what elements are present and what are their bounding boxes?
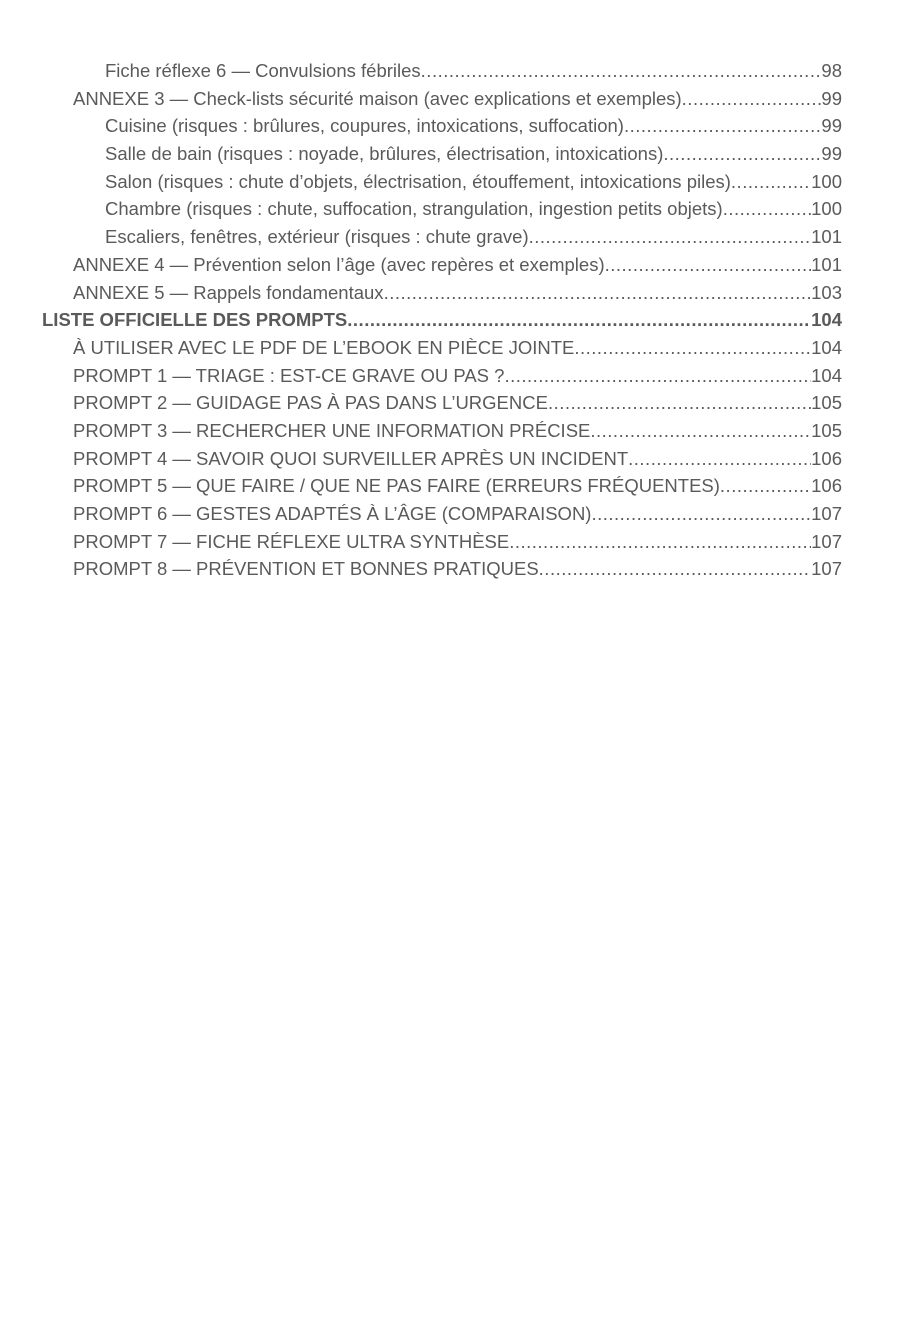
toc-entry-page-number: 107 (811, 558, 842, 580)
dot-leader (421, 57, 822, 85)
toc-entry[interactable] (0, 195, 922, 223)
toc-entry-title: Escaliers, fenêtres, extérieur (risques : chute grave) (105, 226, 529, 248)
toc-entry-line (42, 306, 842, 334)
toc-entry-line (73, 445, 842, 473)
toc-entry-line (105, 168, 842, 196)
toc-entry-title: PROMPT 8 — PRÉVENTION ET BONNES PRATIQUES (73, 558, 539, 580)
dot-leader (509, 528, 811, 556)
toc-entry[interactable] (0, 555, 922, 583)
toc-entry-title: PROMPT 7 — FICHE RÉFLEXE ULTRA SYNTHÈSE (73, 530, 510, 552)
toc-entry[interactable] (0, 279, 922, 307)
toc-entry[interactable] (0, 389, 922, 417)
dot-leader (723, 195, 811, 223)
toc-entry-page-number: 101 (811, 226, 842, 248)
toc-entry-line (73, 417, 842, 445)
toc-entry-title: ANNEXE 4 — Prévention selon l’âge (avec repères et exemples) (73, 253, 605, 275)
toc-entry-title: ANNEXE 3 — Check-lists sécurité maison (avec explications et exemples) (73, 87, 682, 109)
toc-entry[interactable] (0, 85, 922, 113)
dot-leader (731, 168, 811, 196)
toc-entry[interactable] (0, 57, 922, 85)
toc-entry-title: PROMPT 6 — GESTES ADAPTÉS À L’ÂGE (COMPARAISON) (73, 503, 592, 524)
toc-entry-title: PROMPT 2 — GUIDAGE PAS À PAS DANS L’URGENCE (73, 392, 548, 414)
dot-leader (591, 500, 811, 528)
dot-leader (663, 140, 821, 168)
dot-leader (347, 306, 811, 334)
toc-entry-title: À UTILISER AVEC LE PDF DE L’EBOOK EN PIÈCE JOINTE (73, 336, 575, 358)
toc-entry-line (105, 57, 842, 85)
dot-leader (539, 555, 811, 583)
dot-leader (590, 417, 811, 445)
dot-leader (529, 223, 812, 251)
toc-entry-page-number: 104 (811, 309, 842, 331)
toc-entry-title: LISTE OFFICIELLE DES PROMPTS (42, 309, 348, 331)
toc-entry-page-number: 107 (811, 530, 842, 552)
toc-entry[interactable] (0, 223, 922, 251)
toc-entry-title: PROMPT 4 — SAVOIR QUOI SURVEILLER APRÈS UN INCIDENT (73, 447, 629, 469)
toc-entry-line (73, 362, 842, 390)
toc-entry-page-number: 99 (821, 143, 842, 165)
dot-leader (720, 472, 811, 500)
toc-entry-title: PROMPT 1 — TRIAGE : EST-CE GRAVE OU PAS ? (73, 364, 505, 386)
toc-entry-title: Fiche réflexe 6 — Convulsions fébriles (105, 60, 421, 81)
dot-leader (624, 112, 821, 140)
dot-leader (548, 389, 811, 417)
toc-entry[interactable] (0, 500, 922, 528)
dot-leader (504, 362, 811, 390)
toc-entry-page-number: 106 (811, 447, 842, 469)
table-of-contents (0, 57, 922, 583)
dot-leader (682, 85, 822, 113)
toc-entry-line (73, 472, 842, 500)
toc-entry-page-number: 104 (811, 364, 842, 386)
toc-entry-title: Salle de bain (risques : noyade, brûlures, électrisation, intoxications) (105, 143, 664, 165)
toc-entry-line (73, 528, 842, 556)
toc-entry[interactable] (0, 334, 922, 362)
toc-entry-line (105, 195, 842, 223)
toc-entry-line (105, 112, 842, 140)
toc-entry-line (73, 500, 842, 528)
toc-entry-page-number: 106 (811, 475, 842, 497)
toc-entry[interactable] (0, 528, 922, 556)
toc-entry[interactable] (0, 472, 922, 500)
toc-entry-line (73, 389, 842, 417)
dot-leader (605, 251, 812, 279)
toc-entry-line (73, 334, 842, 362)
toc-entry-page-number: 99 (821, 115, 842, 137)
toc-entry-line (73, 555, 842, 583)
toc-entry[interactable] (0, 362, 922, 390)
toc-entry-title: Chambre (risques : chute, suffocation, strangulation, ingestion petits objets) (105, 198, 723, 220)
toc-entry-page-number: 101 (811, 253, 842, 275)
toc-entry-line (73, 279, 842, 307)
toc-entry-title: Cuisine (risques : brûlures, coupures, intoxications, suffocation) (105, 115, 624, 137)
toc-entry-line (105, 223, 842, 251)
dot-leader (574, 334, 811, 362)
toc-entry-page-number: 100 (811, 198, 842, 220)
toc-entry-page-number: 99 (821, 87, 842, 109)
toc-entry-page-number: 105 (811, 392, 842, 414)
toc-entry-title: Salon (risques : chute d’objets, électrisation, étouffement, intoxications piles) (105, 170, 731, 192)
toc-entry-line (105, 140, 842, 168)
toc-entry[interactable] (0, 306, 922, 334)
toc-entry-page-number: 105 (811, 419, 842, 441)
toc-entry-page-number: 104 (811, 336, 842, 358)
toc-entry-page-number: 107 (811, 503, 842, 524)
toc-entry[interactable] (0, 168, 922, 196)
dot-leader (628, 445, 811, 473)
toc-entry-title: ANNEXE 5 — Rappels fondamentaux (73, 281, 384, 303)
toc-entry-line (73, 251, 842, 279)
toc-entry-page-number: 100 (811, 170, 842, 192)
toc-entry[interactable] (0, 417, 922, 445)
toc-entry[interactable] (0, 112, 922, 140)
toc-entry-page-number: 98 (821, 60, 842, 81)
toc-entry-title: PROMPT 3 — RECHERCHER UNE INFORMATION PRÉCISE (73, 419, 591, 441)
toc-entry-line (73, 85, 842, 113)
toc-entry[interactable] (0, 140, 922, 168)
toc-entry[interactable] (0, 445, 922, 473)
toc-entry-title: PROMPT 5 — QUE FAIRE / QUE NE PAS FAIRE (ERREURS FRÉQUENTES) (73, 475, 720, 497)
toc-entry-page-number: 103 (811, 281, 842, 303)
toc-entry[interactable] (0, 251, 922, 279)
dot-leader (384, 279, 812, 307)
